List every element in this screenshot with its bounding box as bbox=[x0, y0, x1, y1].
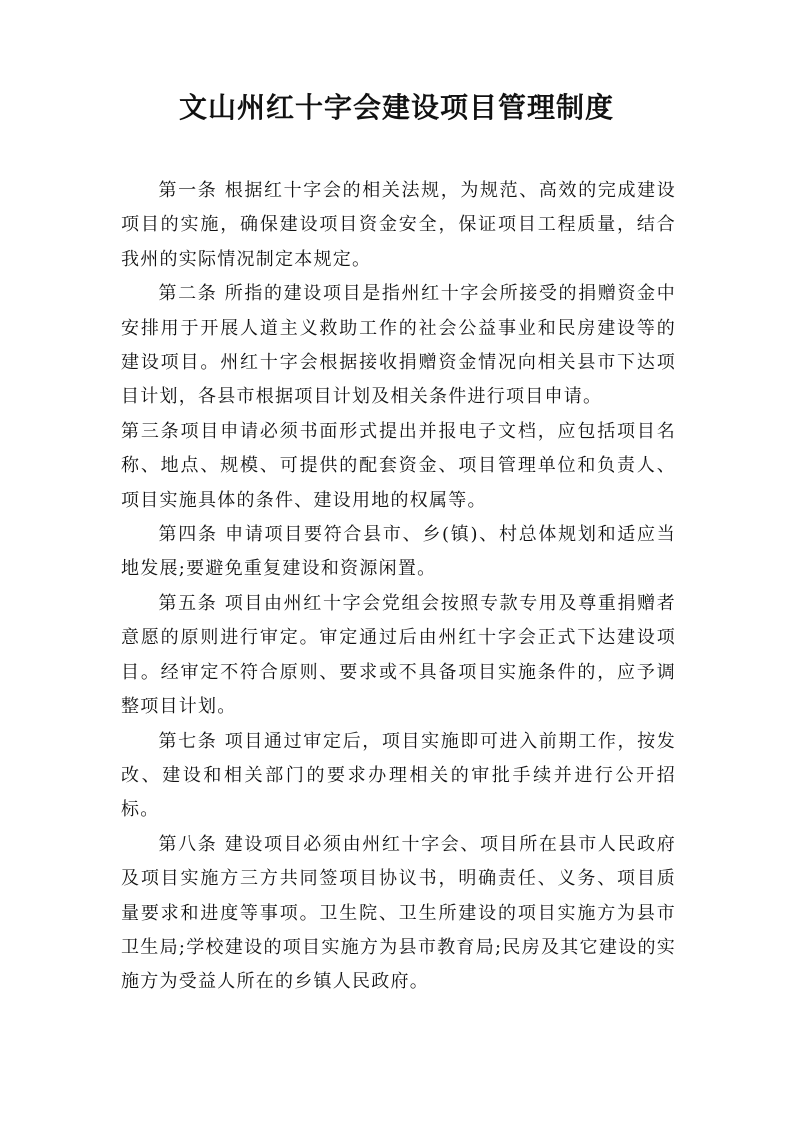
document-title: 文山州红十字会建设项目管理制度 bbox=[178, 91, 614, 124]
article-5: 第五条 项目由州红十字会党组会按照专款专用及尊重捐赠者意愿的原则进行审定。审定通过后由州红十字会正式下达建设项目。经审定不符合原则、要求或不具备项目实施条件的，应予调整项目计划。 bbox=[121, 592, 676, 718]
article-8: 第八条 建设项目必须由州红十字会、项目所在县市人民政府及项目实施方三方共同签项目协议书，明确责任、义务、项目质量要求和进度等事项。卫生院、卫生所建设的项目实施方为县市卫生局;学校建设的项目实施方为县市教育局;民房及其它建设的实施方为受益人所在的乡镇人民政府。 bbox=[121, 833, 676, 993]
article-1: 第一条 根据红十字会的相关法规，为规范、高效的完成建设项目的实施，确保建设项目资金安全，保证项目工程质量，结合我州的实际情况制定本规定。 bbox=[121, 180, 676, 270]
document-body bbox=[121, 174, 676, 1000]
article-2: 第二条 所指的建设项目是指州红十字会所接受的捐赠资金中安排用于开展人道主义救助工作的社会公益事业和民房建设等的建设项目。州红十字会根据接收捐赠资金情况向相关县市下达项目计划，各县市根据项目计划及相关条件进行项目申请。 bbox=[121, 283, 676, 408]
article-7: 第七条 项目通过审定后，项目实施即可进入前期工作，按发改、建设和相关部门的要求办理相关的审批手续并进行公开招标。 bbox=[121, 730, 676, 821]
article-3: 第三条项目申请必须书面形式提出并报电子文档，应包括项目名称、地点、规模、可提供的配套资金、项目管理单位和负责人、项目实施具体的条件、建设用地的权属等。 bbox=[121, 420, 676, 511]
article-4: 第四条 申请项目要符合县市、乡(镇)、村总体规划和适应当地发展;要避免重复建设和资源闲置。 bbox=[121, 524, 676, 580]
